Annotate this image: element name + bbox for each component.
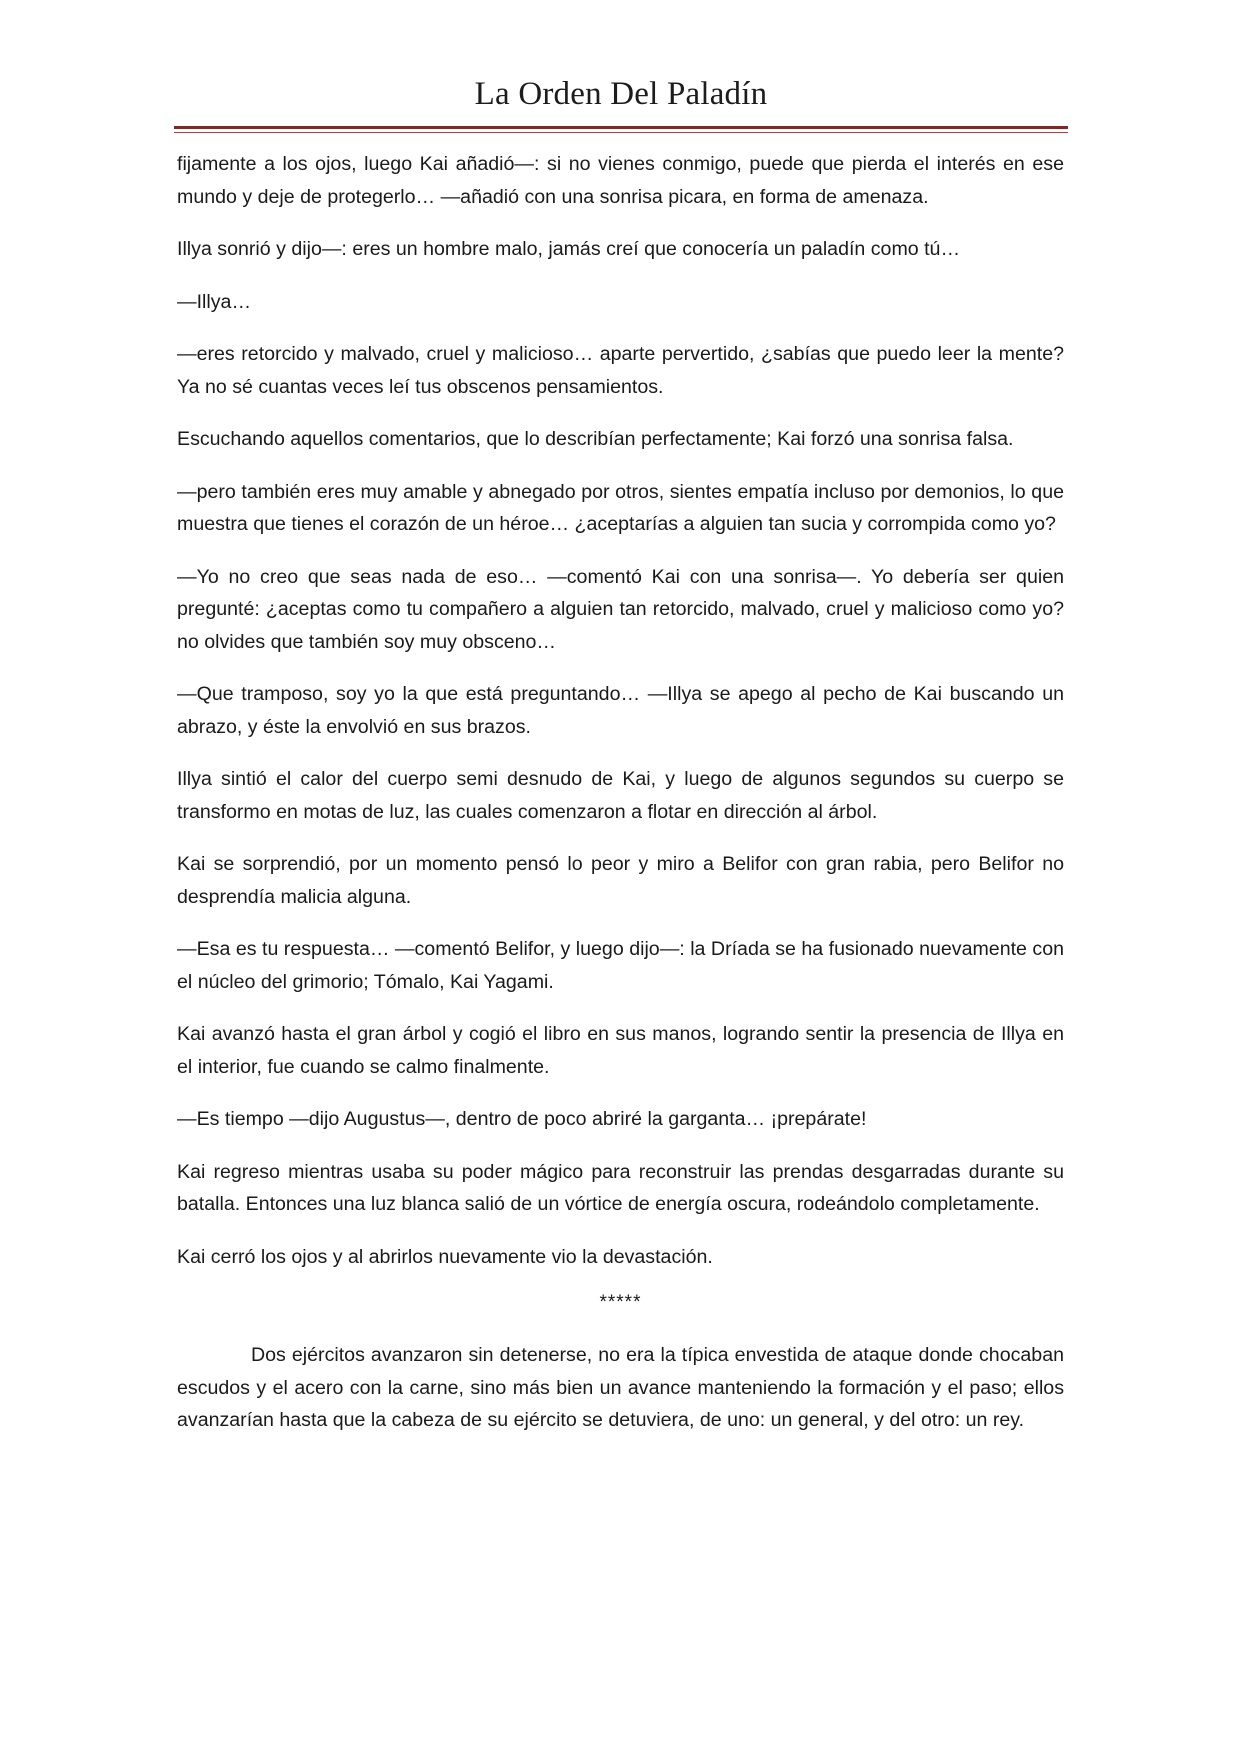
paragraph-1: fijamente a los ojos, luego Kai añadió—: si no vienes conmigo, puede que pierda el interés en ese mundo y deje de protegerlo… —añadió con una sonrisa picara, en forma de amenaza. [177, 153, 1064, 208]
page-header [174, 64, 1068, 133]
paragraph-7: —Yo no creo que seas nada de eso… —comentó Kai con una sonrisa—. Yo debería ser quien pregunté: ¿aceptas como tu compañero a alguien tan retorcido, malvado, cruel y malicioso como yo? no olvides que también soy muy obsceno… [177, 565, 1064, 653]
paragraph-2: Illya sonrió y dijo—: eres un hombre malo, jamás creí que conocería un paladín como tú… [177, 238, 961, 260]
paragraph-4: —eres retorcido y malvado, cruel y malicioso… aparte pervertido, ¿sabías que puedo leer la mente? Ya no sé cuantas veces leí tus obscenos pensamientos. [177, 343, 1064, 398]
paragraph-10: Kai se sorprendió, por un momento pensó lo peor y miro a Belifor con gran rabia, pero Belifor no desprendía malicia alguna. [177, 853, 1064, 908]
paragraph-12: Kai avanzó hasta el gran árbol y cogió el libro en sus manos, logrando sentir la presencia de Illya en el interior, fue cuando se calmo finalmente. [177, 1023, 1064, 1078]
paragraph-3: —Illya… [177, 290, 252, 313]
final-paragraph: Dos ejércitos avanzaron sin detenerse, no era la típica envestida de ataque donde chocaban escudos y el acero con la carne, sino más bien un avance manteniendo la formación y el paso; ellos avanzarían hasta que la cabeza de su ejército se detuviera, de uno: un general, y del otro: un rey. [177, 1344, 1064, 1431]
scene-separator: ***** [599, 1292, 642, 1313]
body-text [177, 148, 1064, 1457]
paragraph-11: —Esa es tu respuesta… —comentó Belifor, y luego dijo—: la Dríada se ha fusionado nuevamente con el núcleo del grimorio; Tómalo, Kai Yagami. [177, 938, 1064, 993]
paragraph-15: Kai cerró los ojos y al abrirlos nuevamente vio la devastación. [177, 1245, 713, 1268]
paragraph-6: —pero también eres muy amable y abnegado por otros, sientes empatía incluso por demonios, lo que muestra que tienes el corazón de un héroe… ¿aceptarías a alguien tan sucia y corrompida como yo? [177, 480, 1064, 535]
header-rule-thin [174, 132, 1068, 133]
header-rule [174, 126, 1068, 129]
paragraph-9: Illya sintió el calor del cuerpo semi desnudo de Kai, y luego de algunos segundos su cuerpo se transformo en motas de luz, las cuales comenzaron a flotar en dirección al árbol. [177, 768, 1064, 823]
header-title: La Orden Del Paladín [474, 76, 768, 112]
paragraph-14: Kai regreso mientras usaba su poder mágico para reconstruir las prendas desgarradas durante su batalla. Entonces una luz blanca salió de un vórtice de energía oscura, rodeándolo completamente. [177, 1160, 1064, 1215]
paragraph-13: —Es tiempo —dijo Augustus—, dentro de poco abriré la garganta… ¡prepárate! [177, 1108, 867, 1130]
paragraph-5: Escuchando aquellos comentarios, que lo describían perfectamente; Kai forzó una sonrisa falsa. [177, 428, 1014, 450]
paragraph-8: —Que tramposo, soy yo la que está preguntando… —Illya se apego al pecho de Kai buscando un abrazo, y éste la envolvió en sus brazos. [177, 683, 1064, 738]
